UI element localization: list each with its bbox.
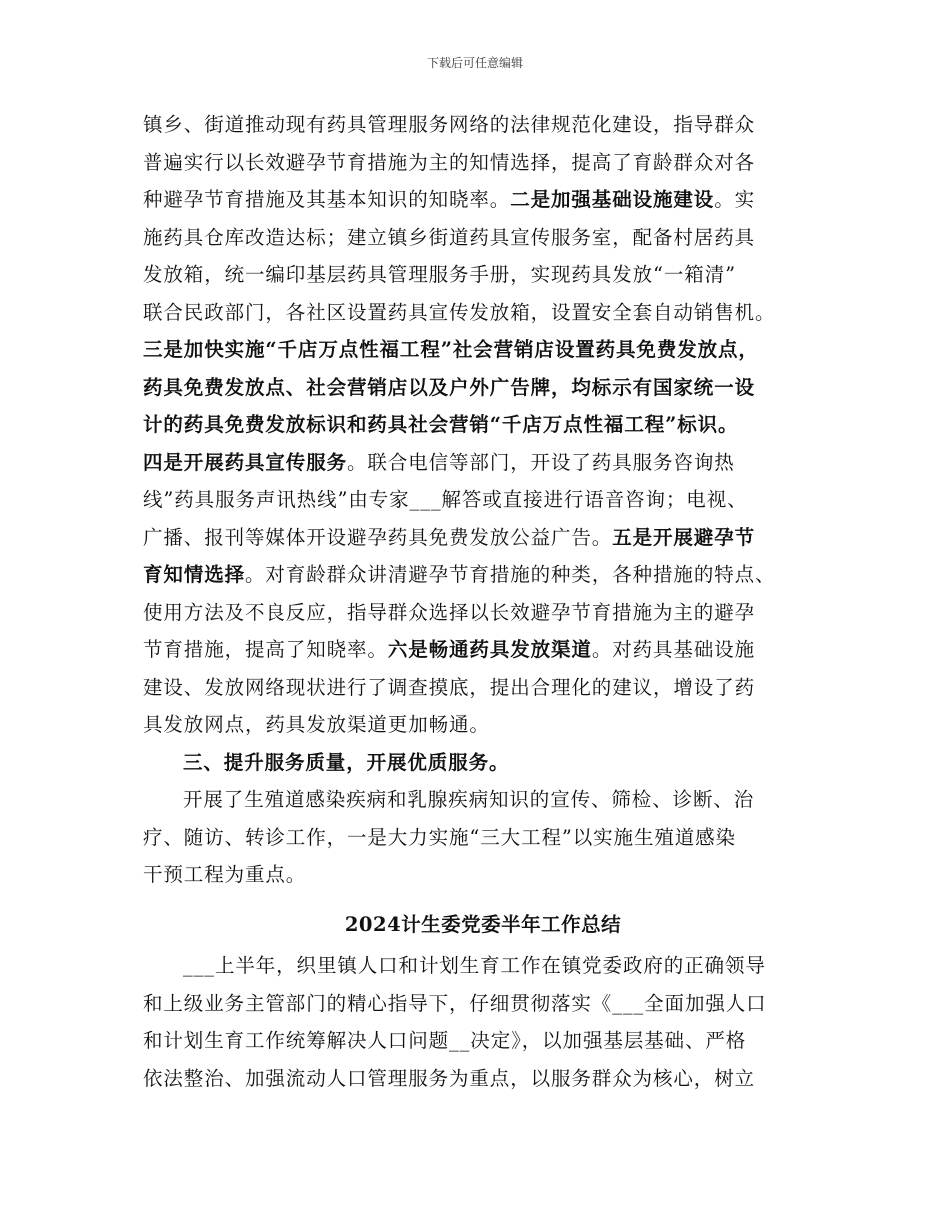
text-line: 建设、发放网络现状进行了调查摸底，提出合理化的建议，增设了药 — [143, 675, 756, 699]
text-line: 干预工程为重点。 — [143, 863, 307, 886]
bold-heading-run: 育知情选择 — [143, 563, 246, 586]
text-line — [143, 181, 823, 219]
text-line: 依法整治、加强流动人口管理服务为重点，以服务群众为核心，树立 — [143, 1066, 756, 1090]
text-line: 发放箱，统一编印基层药具管理服务手册，实现药具发放“一箱清” — [143, 263, 736, 286]
text-run: 种避孕节育措施及其基本知识的知晓率。 — [143, 188, 511, 211]
text-line: ___上半年，织里镇人口和计划生育工作在镇党委政府的正确领导 — [183, 954, 766, 977]
text-line: 线”药具服务声讯热线”由专家___解答或直接进行语音咨询；电视、 — [143, 488, 748, 511]
page-header: 下载后可任意编辑 — [426, 56, 523, 70]
paragraph-medicine-services — [143, 106, 823, 744]
text-line: 开展了生殖道感染疾病和乳腺疾病知识的宣传、筛检、诊断、治 — [183, 788, 755, 811]
bold-text-line: 计的药具免费发放标识和药具社会营销“千店万点性福工程”标识。 — [143, 413, 739, 436]
text-run: 节育措施，提高了知晓率。 — [143, 638, 388, 661]
text-line: 镇乡、街道推动现有药具管理服务网络的法律规范化建设，指导群众 — [143, 113, 756, 136]
text-line: 联合民政部门，各社区设置药具宣传发放箱，设置安全套自动销售机。 — [143, 300, 776, 324]
text-line — [143, 444, 823, 482]
bold-heading-run: 四是开展药具宣传服务 — [143, 450, 348, 474]
text-line: 具发放网点，药具发放渠道更加畅通。 — [143, 713, 490, 736]
bold-heading-run: 二是加强基础设施建设 — [510, 188, 715, 211]
section-heading: 三、提升服务质量，开展优质服务。 — [183, 750, 510, 774]
text-run: 广播、报刊等媒体开设避孕药具免费发放公益广告。 — [143, 525, 613, 549]
paragraph-summary-intro — [143, 947, 823, 1097]
text-line: 使用方法及不良反应，指导群众选择以长效避孕节育措施为主的避孕 — [143, 600, 756, 624]
text-run: 。实 — [714, 188, 756, 211]
text-run: 。对育龄群众讲清避孕节育措施的种类，各种措施的特点、 — [245, 563, 776, 586]
text-line — [143, 556, 823, 594]
document-body — [143, 106, 823, 1097]
bold-heading-run: 六是畅通药具发放渠道 — [387, 638, 592, 661]
text-run: 。对药具基础设施 — [591, 638, 756, 661]
text-line: 和计划生育工作统筹解决人口问题__决定》，以加强基层基础、严格 — [143, 1029, 747, 1052]
text-line: 和上级业务主管部门的精心指导下，仔细贯彻落实《___全面加强人口 — [143, 991, 767, 1015]
text-line: 普遍实行以长效避孕节育措施为主的知情选择，提高了育龄群众对各 — [143, 150, 756, 174]
bold-text-line: 药具免费发放点、社会营销店以及户外广告牌，均标示有国家统一设 — [143, 375, 756, 399]
document-title: 2024计生委党委半年工作总结 — [344, 912, 622, 936]
text-line: 施药具仓库改造达标；建立镇乡街道药具宣传服务室，配备村居药具 — [143, 225, 756, 249]
paragraph-quality-service — [143, 781, 823, 894]
text-line — [143, 519, 823, 557]
bold-heading-run: 五是开展避孕节 — [612, 525, 756, 549]
text-line — [143, 631, 823, 669]
text-line: 疗、随访、转诊工作，一是大力实施“三大工程”以实施生殖道感染 — [143, 825, 736, 849]
bold-text-line: 三是加快实施“千店万点性福工程”社会营销店设置药具免费发放点， — [143, 338, 759, 361]
text-run: 。联合电信等部门，开设了药具服务咨询热 — [347, 450, 735, 474]
